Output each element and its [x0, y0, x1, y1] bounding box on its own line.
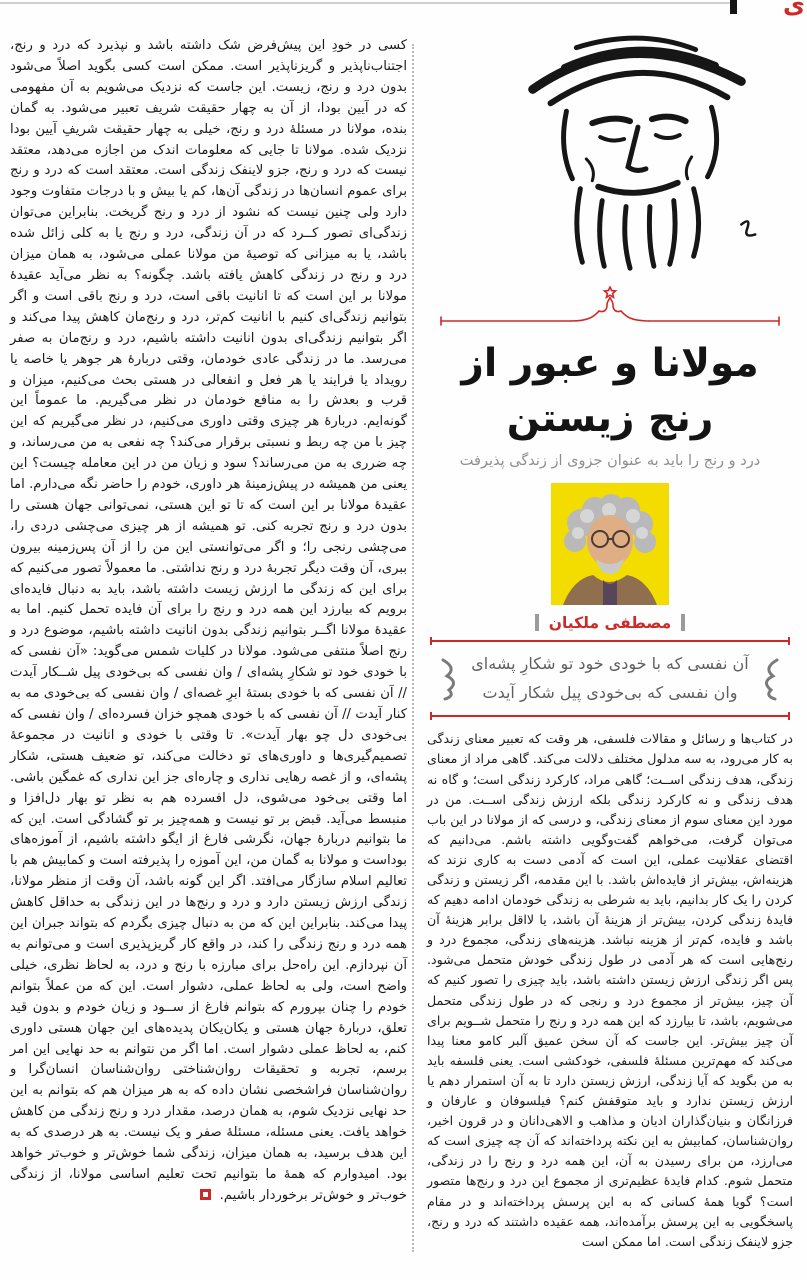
article-title-line1: مولانا و عبور از — [461, 341, 759, 386]
top-rule — [0, 2, 737, 4]
article-subtitle: درد و رنج را باید به عنوان جزوی از زندگی پذیرفت — [459, 452, 761, 469]
red-divider-bottom — [430, 715, 790, 717]
byline-bar-left — [535, 614, 539, 631]
page-corner-letter: ی — [783, 0, 805, 19]
quote-flourish-icon — [759, 656, 781, 702]
article-title — [427, 336, 793, 447]
author-name: مصطفی ملکیان — [548, 613, 672, 632]
pull-quote — [427, 650, 793, 708]
pull-quote-line2: وان نفسی که بی‌خودی پیل شکار آیدت — [482, 682, 738, 702]
byline — [427, 614, 793, 632]
article-body-column-1: در کتاب‌ها و رسائل و مقالات فلسفی، هر وقت که تعبیر معنای زندگی به کار می‌رود، به سه مدلول مختلف دلالت می‌کند. گاهی مراد از معنای زندگی، هدف زندگی اســت؛ گاهی مراد، کارکرد زندگی است؛ و گاه نه هدف زندگی و نه کارکرد زندگی بلکه ارزش زندگی اســت. من در مورد این معنای سوم از معنای زندگی، و درسی که از مولانا در این باب می‌توان گرفت، می‌خواهم گفت‌وگویی داشته باشم. می‌دانیم که اقتضای عقلانیت عملی، این است که آدمی دست به کاری نزند که هزینه‌اش، بیش‌تر از فایده‌اش باشد. با این مقدمه، اگر زیستن و زندگی کردن را یک کار بدانیم، باید به شرطی به زندگی خودمان ادامه دهیم که فایدهٔ زندگی کردن، بیش‌تر از هزینهٔ آن باشد، یا لااقل برابر هزینهٔ آن باشد و فایده، کم‌تر از هزینه نباشد. هزینه‌های زندگی، مجموع درد و رنج‌هایی است که هر آدمی در طول زندگی خودش متحمل می‌شود. پس اگر زندگی ارزش زیستن داشته باشد، باید چیزی را تصور کنیم که آن چیز، بیش‌تر از مجموع درد و رنجی که در طول زندگی متحمل می‌شویم، باشد، تا بیارزد که این همه درد و رنج را متحمل شــویم برای آن چیز بیش‌تر. این جاست که آن سخن عمیق آلبر کامو معنا پیدا می‌کند که مهم‌ترین مسئلهٔ فلسفی، خودکشی است. یعنی فلسفه باید به من بگوید که آیا زندگی، ارزش زیستن دارد تا به آن استمرار دهم یا ارزش زیستن ندارد و باید متوقفش کنم؟ فیلسوفان و عارفان و فرزانگان و بنیان‌گذاران ادیان و مذاهب و الاهی‌دانان و در قرون اخیر، روان‌شناسان، کمابیش به این نکته پرداخته‌اند که آن چه چیزی است که می‌ارزد، من برای رسیدن به آن، این همه درد و رنج را در زندگی، متحمل شوم. کدام فایدهٔ عظیم‌تری از مجموع این درد و رنج‌ها متصور است؟ گویا همهٔ کسانی که به این پرسش پرداخته‌اند و در مقام پاسخگویی به این پرسش برآمده‌اند، همه عقیده داشتند که درد و رنج، جزو لاینفک زندگی است. اما ممکن است — [427, 731, 793, 1249]
dome-star-ornament — [434, 286, 786, 328]
article-end-mark-icon — [200, 1189, 211, 1200]
rumi-ink-sketch-illustration — [481, 18, 789, 272]
red-divider-top — [430, 640, 790, 642]
byline-bar-right — [681, 614, 685, 631]
column-divider — [412, 44, 414, 1252]
column-right — [427, 18, 793, 1252]
quote-flourish-icon — [439, 656, 461, 702]
article-body-column-2 — [10, 36, 407, 1207]
pull-quote-line1: آن نفسی که با خودی خود تو شکارِ پشه‌ای — [471, 653, 749, 673]
article-title-line2: رنج زیستن — [506, 396, 714, 442]
top-rule-tick — [730, 0, 737, 14]
article-body-column-2-text: کسی در خودِ این پیش‌فرض شک داشته باشد و نپذیرد که درد و رنج، اجتناب‌ناپذیر و گریزناپذیر است. ممکن است کسی بگوید اصلاً می‌شود بدون درد و رنج، زیست. این جاست که نزدیک می‌شویم به آن مفهومی که در آیین بودا، از آن به چهار حقیقت شریف تعبیر می‌شود. به گمان بنده، مولانا در مسئلهٔ درد و رنج، خیلی به چهار حقیقت شریفِ آیین بودا نزدیک شده. مولانا تا جایی که معلومات اندک من اجازه می‌دهد، معتقد نیست که درد و رنج، جزو لاینفک زندگی است. معتقد است که درد و رنج برای عموم انسان‌ها در زندگی آن‌ها، کم یا بیش و با درجات متفاوت وجود دارد ولی چنین نیست که نشود از درد و رنج گریخت. بنابراین می‌توان زندگی‌ای تصور کــرد که در آن زندگی، درد و رنج یا به کلی زائل شده باشد، یا به میزانی که توصیهٔ من مولانا عملی می‌شود، به همان میزان درد و رنج در زندگی کاهش یافته باشد. چگونه؟ به نظر می‌آید عقیدهٔ مولانا بر این است که تا انانیت باقی است، درد و رنج باقی است و اگر بتوانیم زندگی‌ای کنیم با انانیت کم‌تر، درد و رنج‌مان کاهش پیدا می‌کند و اگر بتوانیم زندگی‌ای بدون انانیت داشته باشیم، درد و رنج‌مان به صفر می‌رسد. ما در زندگی عادی خودمان، وقتی دربارهٔ هر جوهر یا خاصه یا رویداد یا فرایند یا هر فعل و انفعالی در هستی بحث می‌کنیم، میزان و قرب و بعدش را به منافع خودمان در نظر می‌گیریم. ما عموماً این گونه‌ایم. دربارهٔ هر چیزی وقتی داوری می‌کنیم، در نظر می‌گیریم که این چیز با من چه ربط و نسبتی برقرار می‌کند؟ چه نفعی به من می‌رساند، و چه ضرری به من می‌رساند؟ سود و زیان من در این معامله چیست؟ این یعنی من همیشه در پیش‌زمینهٔ هر داوری، خودم را حاضر نگه می‌دارم. اما عقیدهٔ مولانا بر این است که تا تو این هستی، نمی‌توانی جهان هستی را بدون درد و رنج تجربه کنی. تو همیشه از هر چیزی می‌چشی دردی را، می‌چشی رنجی را؛ و اگر می‌توانستی این من را از آن پس‌زمینه بیرون ببری، آن وقت دیگر تجربهٔ درد و رنج نداشتی. ما معمولاً تصور می‌کنیم که برای این که زندگی ما ارزش زیست داشته باشد، باید به دنبال فایده‌ای برویم که بیارزد این همه درد و رنج را برای آن فایده تحمل کنیم. اما به عقیدهٔ مولانا اگــر بتوانیم زندگی بدون انانیت داشته باشیم، موضوع درد و رنج اصلاً منتفی می‌شود. مولانا در کلیات شمس می‌گوید: «آن نفسی که با خودی خود تو شکارِ پشه‌ای / وان نفسی که بی‌خودی پیل شــکار آیدت // آن نفسی که با خودی بستهٔ ابرِ غصه‌ای / وان نفسی که بی‌خودی مه به کنار آیدت // آن نفسی که با خودی همچو خزان فسرده‌ای / وان نفسی که بی‌خودی دل چو بهار آیدت». تا وقتی با خودی و انانیت در مجموعهٔ تصمیم‌گیری‌ها و داوری‌های تو دخالت می‌کند، تو ضعیف هستی، شکار پشه‌ای، و از غصه رهایی نداری و چاره‌ای جز این نداری که غمگین باشی. اما وقتی بی‌خود می‌شوی، دل افسرده هم به نظر تو بهار دل‌افزا و منبسط می‌آید. قبض بر تو نیست و همه‌چیز بر تو گشادگی است. این که ما بتوانیم دربارهٔ جهان، نگرشی فارغ از ایگو داشته باشیم، از آموزه‌های بوداست و مولانا به گمان من، این آموزه را پذیرفته است و کمابیش هم با تعالیم اسلام سازگار می‌افتد. اگر این گونه باشد، آن وقت از منظر مولانا، زندگی ارزش زیستن دارد و درد و رنج‌ها در این زندگی به حداقل کاهش پیدا می‌کند. بنابراین این که من به دنبال چیزی بگردم که بتواند جبران این همه درد و رنج زندگی را کند، در واقع کار گریزپذیری است و می‌توانم به آن نپردازم. این راه‌حل برای مبارزه با رنج و درد، به لحاظ نظری، خیلی واضح است، ولی به لحاظ عملی، دشوار است. این که من عملاً بتوانم خودم را چنان بپرورم که بتوانم فارغ از ســود و زیان خودم و بدون قید تعلق، دربارهٔ جهان هستی و یکان‌یکان پدیده‌های این جهان هستی داوری کنم، به لحاظ عملی دشوار است. اما اگر من نتوانم به حد نهایی این امر برسم، تجربه و تحقیقات روان‌شناختی روان‌شناسان انسان‌گرا و روان‌شناسان فراشخصی نشان داده که به هر میزان هم که بتوانم به این حد نهایی نزدیک شوم، به همان درصد، مقدار درد و رنج زندگی من کاهش خواهد یافت. یعنی مسئله، مسئلهٔ صفر و یک نیست. به هر درصدی که به این هدف برسید، به همان میزان، زندگی شما خوش‌تر و خوب‌تر خواهد بود. امیدوارم که همهٔ ما بتوانیم تحت تعلیم اساسی مولانا، از زندگی خوب‌تر و خوش‌تر برخوردار باشیم. — [10, 38, 407, 1203]
column-left — [10, 36, 407, 1207]
author-photo — [551, 483, 669, 605]
pull-quote-text — [471, 650, 748, 708]
